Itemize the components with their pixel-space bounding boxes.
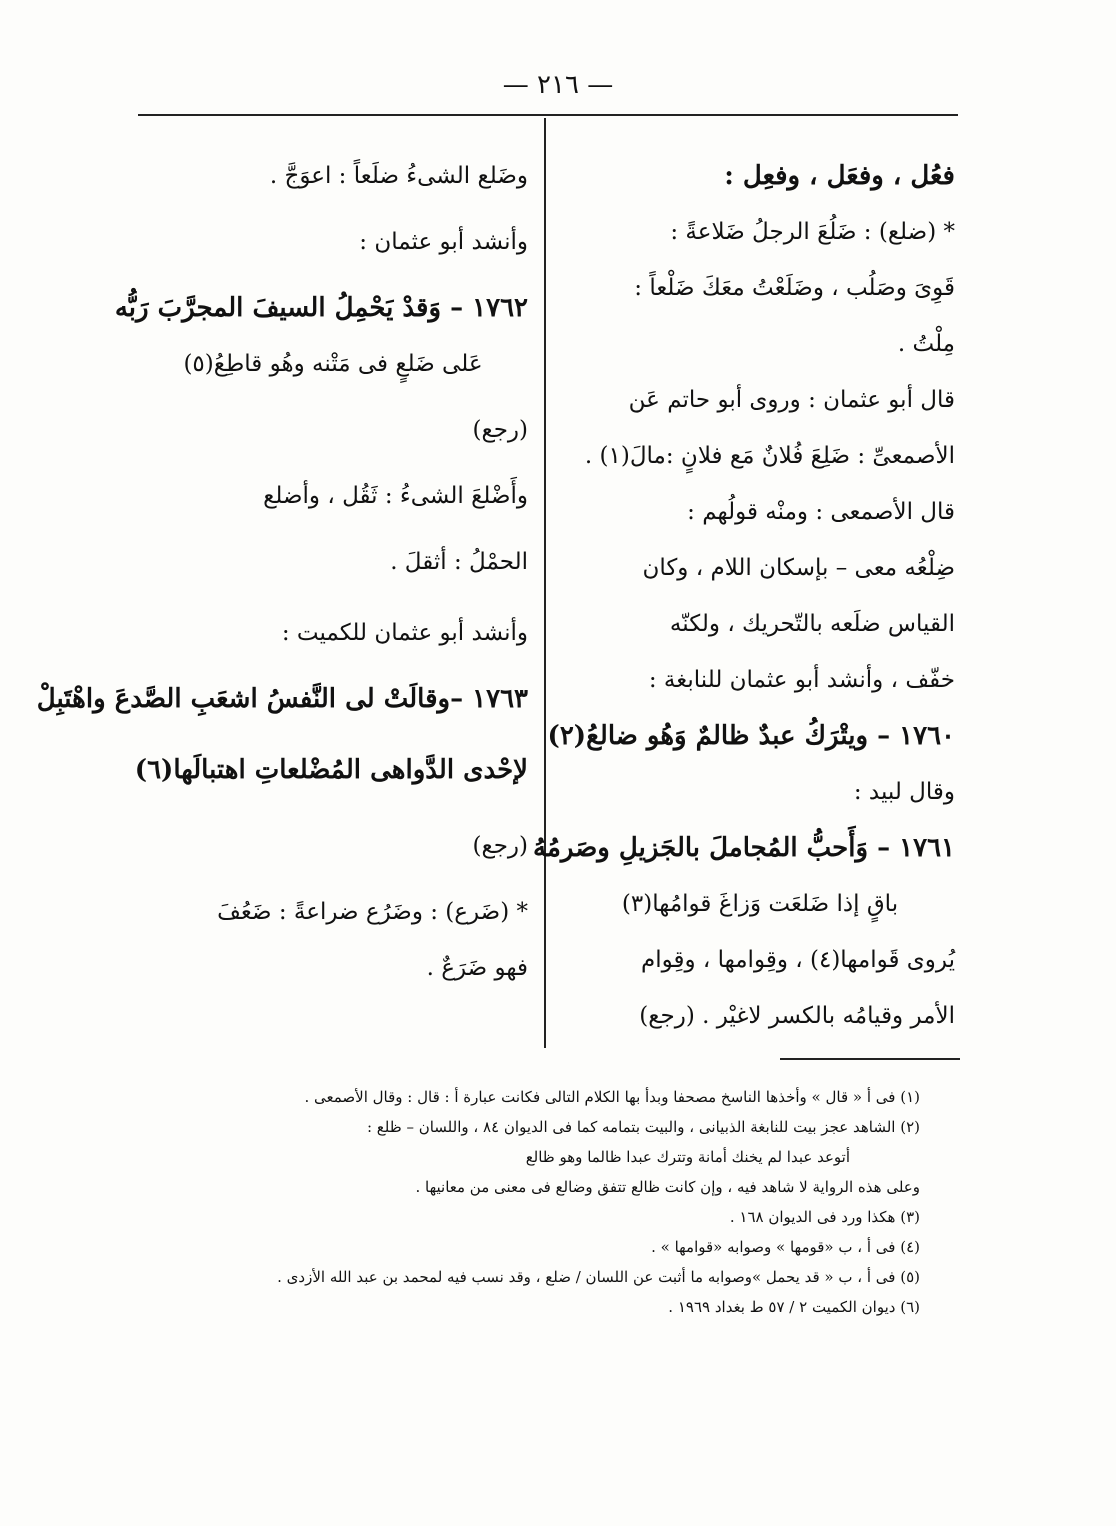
footnote: (١) فى أ « قال » وأخذها الناسخ مصحفا وبدأ بها الكلام التالى فكانت عبارة أ : قال : وقال الأصمعى . (304, 1087, 920, 1106)
text-line: قال الأصمعى : ومنْه قولُهم : (687, 498, 955, 525)
text-line: * (ضلع) : ضَلُعَ الرجلُ ضَلاعةً : (670, 218, 955, 245)
text-line: ضِلْعُه معى – بإسكان اللام ، وكان (642, 554, 955, 581)
footnotes (140, 1082, 920, 1322)
footnote: (٥) فى أ ، ب « قد يحمل »وصوابه ما أثبت عن اللسان / ضلع ، وقد نسب فيه لمحمد بن عبد الله الأزدى . (277, 1267, 920, 1286)
header-rule (138, 114, 958, 116)
verse-line: عَلى ضَلعٍ فى مَتْنه وهُو قاطِعُ(٥) (183, 350, 483, 377)
footnote: وعلى هذه الرواية لا شاهد فيه ، وإن كانت ظالع تتفق وضالع فى معنى من معانيها . (415, 1177, 920, 1196)
text-line: خفّف ، وأنشد أبو عثمان للنابغة : (648, 666, 955, 693)
footnote-verse: أتوعد عبدا لم يخنك أمانة وتترك عبدا ظالما وهو ظالع (525, 1147, 850, 1166)
footnote: (٦) ديوان الكميت ٢ / ٥٧ ط بغداد ١٩٦٩ . (668, 1297, 920, 1316)
text-line: وأنشد أبو عثمان : (359, 228, 528, 255)
text-line: وضَلع الشىءُ ضلَعاً : اعوَجَّ . (269, 162, 528, 189)
footnote-rule (780, 1058, 960, 1060)
return-marker: (رجع) (472, 416, 528, 443)
left-column (36, 148, 528, 996)
return-marker: (رجع) (472, 832, 528, 859)
footnote: (٤) فى أ ، ب «قومها » وصوابه «قوامها » . (651, 1237, 920, 1256)
verse-line: ١٧٦١ – وَأَحبُّ المُجاملَ بالجَزيلِ وصَرمُهُ (533, 832, 955, 863)
column-divider (544, 118, 546, 1048)
text-line: قال أبو عثمان : وروى أبو حاتم عَن (628, 386, 955, 413)
text-line: القياس ضلَعه بالتّحريك ، ولكنّه (669, 610, 955, 637)
verse-line: ١٧٦٣ –وقالَتْ لى النَّفسُ اشعَبِ الصَّدعَ واهْتَبِلْ (36, 683, 528, 714)
text-line: فهو ضَرَعٌ . (426, 954, 528, 981)
text-line: مِلْتُ . (897, 330, 955, 357)
text-line: * (ضَرع) : وضَرُع ضراعةً : ضَعُفَ (217, 898, 528, 925)
text-line: الحمْلُ : أثقلَ . (390, 548, 528, 575)
text-line: وأَضْلعَ الشىءُ : ثَقُل ، وأضلع (263, 482, 528, 509)
verse-line: لإحْدى الدَّواهى المُضْلعاتِ اهتبالَها(٦) (134, 754, 528, 785)
text-line: قَوِىَ وصَلُب ، وضَلَعْتُ معَكَ ضَلْعاً : (634, 274, 955, 301)
text-line: الأمر وقيامُه بالكسر لاغيْر . (رجع) (639, 1002, 955, 1029)
verse-line: ١٧٦٢ – وَقدْ يَحْمِلُ السيفَ المجرَّبَ رَبُّه (114, 292, 528, 323)
footnote: (٣) هكذا ورد فى الديوان ١٦٨ . (729, 1207, 920, 1226)
right-column (533, 148, 955, 1044)
text-line: يُروى قَوامها(٤) ، وقِوامها ، وقِوام (640, 946, 955, 973)
section-heading: فعُل ، وفعَل ، وفعِل : (724, 160, 955, 191)
verse-line: ١٧٦٠ – ويتْرَكُ عبدٌ ظالمٌ وَهُو ضالعُ(٢) (547, 720, 955, 751)
text-line: وأنشد أبو عثمان للكميت : (281, 619, 528, 646)
text-line: الأصمعىِّ : ضَلِعَ فُلانٌ مَع فلانٍ :مالَ(١) . (584, 442, 955, 469)
footnote: (٢) الشاهد عجز بيت للنابغة الذبيانى ، والبيت بتمامه كما فى الديوان ٨٤ ، واللسان – ظلع : (366, 1117, 920, 1136)
verse-line: باقٍ إذا ضَلعَت وَزاغَ قوامُها(٣) (621, 890, 899, 917)
text-line: وقال لبيد : (853, 778, 955, 805)
page-number: — ٢١٦ — (502, 70, 614, 100)
